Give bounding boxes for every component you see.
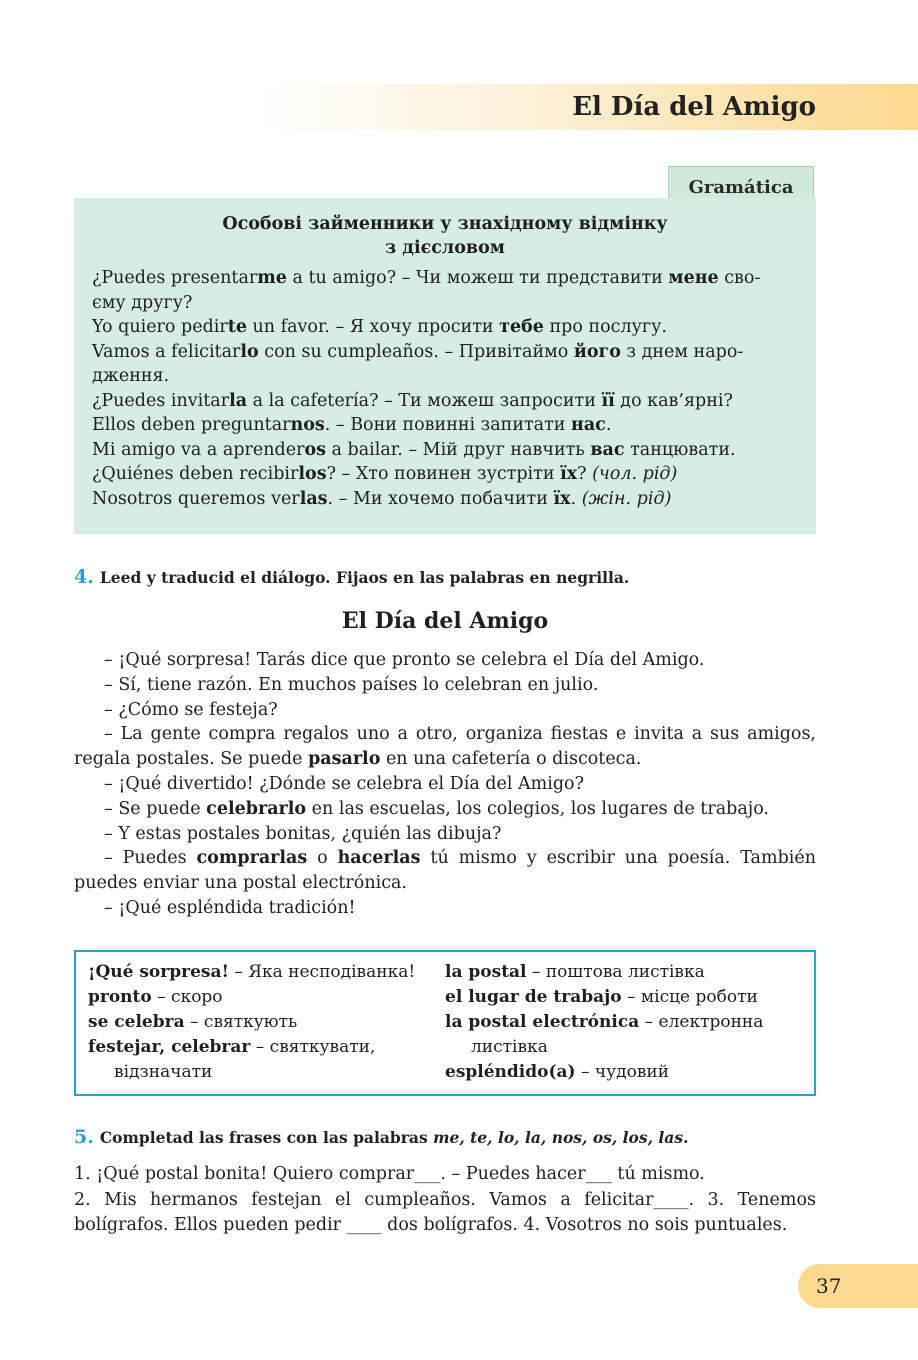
grammar-example-line: ¿Puedes presentarme a tu amigo? – Чи можеш ти представити мене сво- — [92, 268, 761, 288]
exercise-text — [74, 1162, 816, 1239]
task-5-text: Completad las frases con las palabras — [99, 1128, 434, 1147]
vocabulary-box — [74, 950, 816, 1096]
dialog-line: – ¡Qué divertido! ¿Dónde se celebra el Día del Amigo? — [104, 773, 584, 794]
vocabulary-item: espléndido(a) – чудовий — [445, 1062, 670, 1082]
grammar-example-line: єму другу? — [92, 292, 193, 313]
grammar-example-line: ¿Quiénes deben recibirlos? – Хто повинен зустріти їх? (чол. рід) — [92, 464, 678, 484]
dialog-line: – Puedes comprarlas o hacerlas tú mismo y escribir una poesía. También puedes enviar una postal electrónica. — [74, 848, 817, 894]
vocabulary-left-column — [88, 960, 445, 1094]
dialog-line: – Sí, tiene razón. En muchos países lo celebran en julio. — [104, 674, 599, 695]
vocabulary-item: pronto – скоро — [88, 987, 223, 1007]
grammar-example-line: Vamos a felicitarlo con su cumpleaños. – Привітаймо його з днем наро- — [92, 341, 744, 362]
vocabulary-item: festejar, celebrar – святкувати, відзначати — [88, 1037, 376, 1082]
grammar-example-line: дження. — [92, 366, 170, 386]
grammar-example-line: Ellos deben preguntarnos. – Вони повинні запитати нас. — [92, 415, 612, 435]
dialog-line: – ¡Qué sorpresa! Tarás dice que pronto se celebra el Día del Amigo. — [104, 650, 705, 670]
dialog-text — [74, 648, 816, 921]
vocabulary-item: ¡Qué sorpresa! – Яка несподіванка! — [88, 962, 416, 982]
page-title: El Día del Amigo — [572, 92, 816, 122]
dialog-line: – La gente compra regalos uno a otro, organiza fiestas e invita a sus amigos, regala postales. Se puede pasarlo en una cafetería o discoteca. — [74, 724, 816, 770]
grammar-box — [74, 198, 816, 534]
dialog-line: – ¿Cómo se festeja? — [104, 699, 278, 720]
grammar-heading-line1: Особові займенники у знахідному відмінку — [222, 214, 668, 234]
dialog-line: – ¡Qué espléndida tradición! — [104, 897, 356, 918]
grammar-examples — [92, 266, 798, 511]
task-5-number: 5. — [74, 1126, 94, 1148]
grammar-tag: Gramática — [668, 166, 814, 208]
task-5 — [74, 1126, 688, 1148]
grammar-example-line: Mi amigo va a aprenderos a bailar. – Мій друг навчить вас танцювати. — [92, 439, 736, 460]
task-5-words: me, te, lo, la, nos, os, los, las — [433, 1128, 684, 1147]
vocabulary-item: el lugar de trabajo – місце роботи — [445, 987, 758, 1007]
exercise-line-2: 2. Mis hermanos festejan el cumpleaños. Vamos a felicitar____. 3. Tenemos bolígrafos. Ellos pueden pedir ____ dos bolígrafos. 4. Vosotros no sois puntuales. — [74, 1189, 816, 1235]
grammar-heading — [92, 212, 798, 260]
page-number: 37 — [816, 1274, 842, 1298]
task-4 — [74, 566, 629, 588]
vocabulary-item: se celebra – святкують — [88, 1012, 298, 1032]
vocabulary-item: la postal electrónica – електронна листівка — [445, 1012, 764, 1057]
task-4-text: Leed y traducid el diálogo. Fijaos en las palabras en negrilla. — [99, 568, 630, 587]
grammar-example-line: Yo quiero pedirte un favor. – Я хочу просити тебе про послугу. — [92, 317, 667, 337]
vocabulary-right-column — [445, 960, 802, 1094]
exercise-line-1: 1. ¡Qué postal bonita! Quiero comprar___. – Puedes hacer___ tú mismo. — [74, 1164, 705, 1184]
grammar-example-line: ¿Puedes invitarla a la cafetería? – Ти можеш запросити її до кав’ярні? — [92, 390, 733, 411]
grammar-heading-line2: з дієсловом — [385, 238, 505, 258]
dialog-line: – Se puede celebrarlo en las escuelas, los colegios, los lugares de trabajo. — [104, 798, 769, 819]
dialog-title: El Día del Amigo — [341, 608, 549, 634]
vocabulary-item: la postal – поштова листівка — [445, 962, 705, 982]
task-5-end: . — [683, 1128, 689, 1147]
dialog-line: – Y estas postales bonitas, ¿quién las dibuja? — [104, 823, 502, 844]
task-4-number: 4. — [74, 566, 94, 588]
grammar-example-line: Nosotros queremos verlas. – Ми хочемо побачити їх. (жін. рід) — [92, 488, 672, 509]
